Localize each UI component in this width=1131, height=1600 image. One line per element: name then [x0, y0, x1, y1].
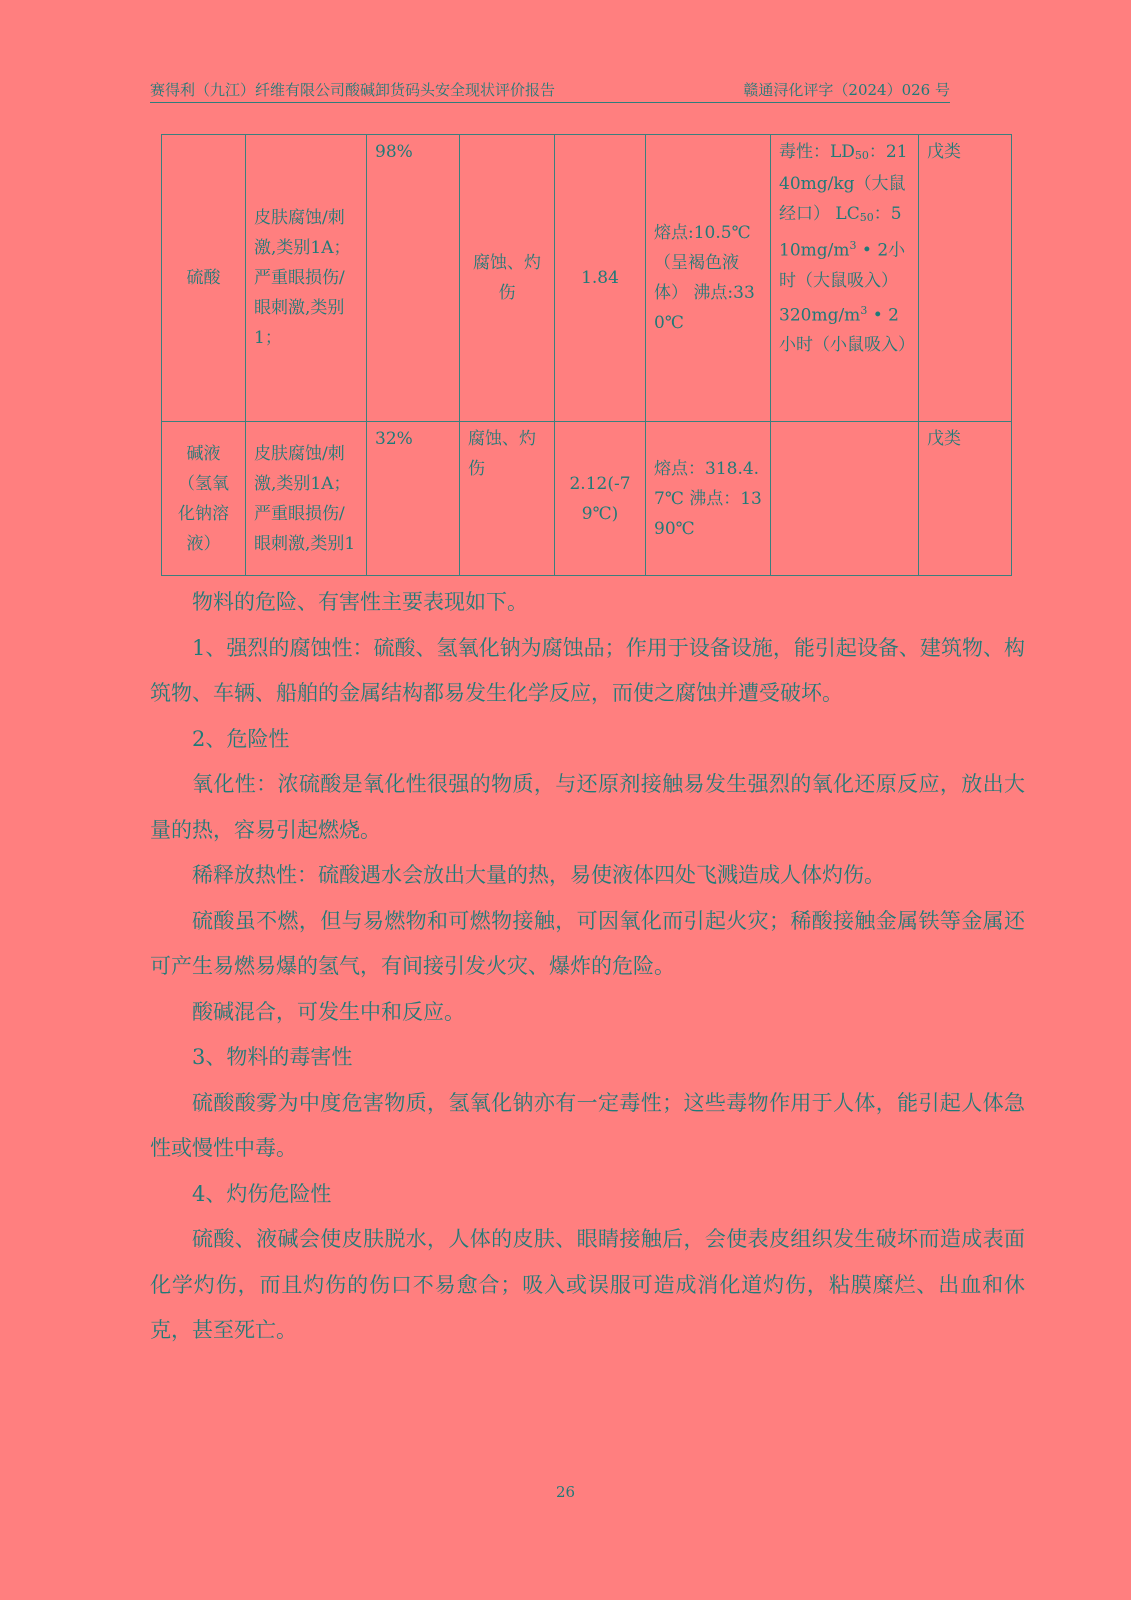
physical-properties: 熔点：318.4.7℃ 沸点：1390℃ — [646, 422, 771, 576]
physical-properties: 熔点:10.5℃（呈褐色液体） 沸点:330℃ — [646, 135, 771, 422]
concentration: 32% — [367, 422, 460, 576]
page-number: 26 — [555, 1483, 576, 1501]
hazard-classification: 皮肤腐蚀/刺激,类别1A；严重眼损伤/眼刺激,类别1 — [246, 422, 367, 576]
concentration: 98% — [367, 135, 460, 422]
document-number: 赣通浔化评字（2024）026 号 — [743, 81, 950, 99]
paragraph-fire-risk: 硫酸虽不燃，但与易燃物和可燃物接触，可因氧化而引起火灾；稀酸接触金属铁等金属还可产生易燃易爆的氢气，有间接引发火灾、爆炸的危险。 — [150, 908, 1025, 978]
hazard-type: 腐蚀、灼伤 — [460, 422, 555, 576]
paragraph-oxidation: 氧化性：浓硫酸是氧化性很强的物质，与还原剂接触易发生强烈的氧化还原反应，放出大量的热，容易引起燃烧。 — [150, 772, 1025, 842]
hazard-type: 腐蚀、灼伤 — [460, 135, 555, 422]
hazardous-materials-table — [161, 134, 1012, 576]
material-name: 碱液（氢氧化钠溶液） — [162, 422, 246, 576]
paragraph-intro: 物料的危险、有害性主要表现如下。 — [192, 590, 528, 614]
toxicity: 毒性：$LD_{50}$：2140mg/kg（大鼠经口） $LC_{50}$：$510mg/m^3$ • 2小时（大鼠吸入） $320mg/m^3$ • 2小时（小鼠吸入） — [771, 135, 919, 422]
section-heading-toxicity: 3、物料的毒害性 — [192, 1045, 353, 1069]
table-row — [162, 135, 1012, 422]
density: 2.12(-79℃) — [555, 422, 646, 576]
fire-hazard-class: 戊类 — [919, 422, 1012, 576]
paragraph-dilution-heat: 稀释放热性：硫酸遇水会放出大量的热，易使液体四处飞溅造成人体灼伤。 — [192, 863, 885, 887]
paragraph-burns: 硫酸、液碱会使皮肤脱水，人体的皮肤、眼睛接触后，会使表皮组织发生破坏而造成表面化学灼伤，而且灼伤的伤口不易愈合；吸入或误服可造成消化道灼伤，粘膜糜烂、出血和休克，甚至死亡。 — [150, 1227, 1025, 1342]
table-row — [162, 422, 1012, 576]
page-header — [150, 80, 950, 103]
report-title: 赛得利（九江）纤维有限公司酸碱卸货码头安全现状评价报告 — [150, 81, 556, 99]
paragraph-corrosivity: 1、强烈的腐蚀性：硫酸、氢氧化钠为腐蚀品；作用于设备设施，能引起设备、建筑物、构筑物、车辆、船舶的金属结构都易发生化学反应，而使之腐蚀并遭受破坏。 — [150, 635, 1025, 705]
body-text — [150, 580, 1025, 1354]
material-name: 硫酸 — [162, 135, 246, 422]
fire-hazard-class: 戊类 — [919, 135, 1012, 422]
density: 1.84 — [555, 135, 646, 422]
hazard-classification: 皮肤腐蚀/刺激,类别1A；严重眼损伤/眼刺激,类别1； — [246, 135, 367, 422]
section-heading-danger: 2、危险性 — [192, 726, 290, 751]
section-heading-burns: 4、灼伤危险性 — [192, 1181, 332, 1206]
paragraph-neutralization: 酸碱混合，可发生中和反应。 — [192, 999, 465, 1024]
toxicity — [771, 422, 919, 576]
paragraph-toxicity: 硫酸酸雾为中度危害物质，氢氧化钠亦有一定毒性；这些毒物作用于人体，能引起人体急性或慢性中毒。 — [150, 1090, 1025, 1160]
